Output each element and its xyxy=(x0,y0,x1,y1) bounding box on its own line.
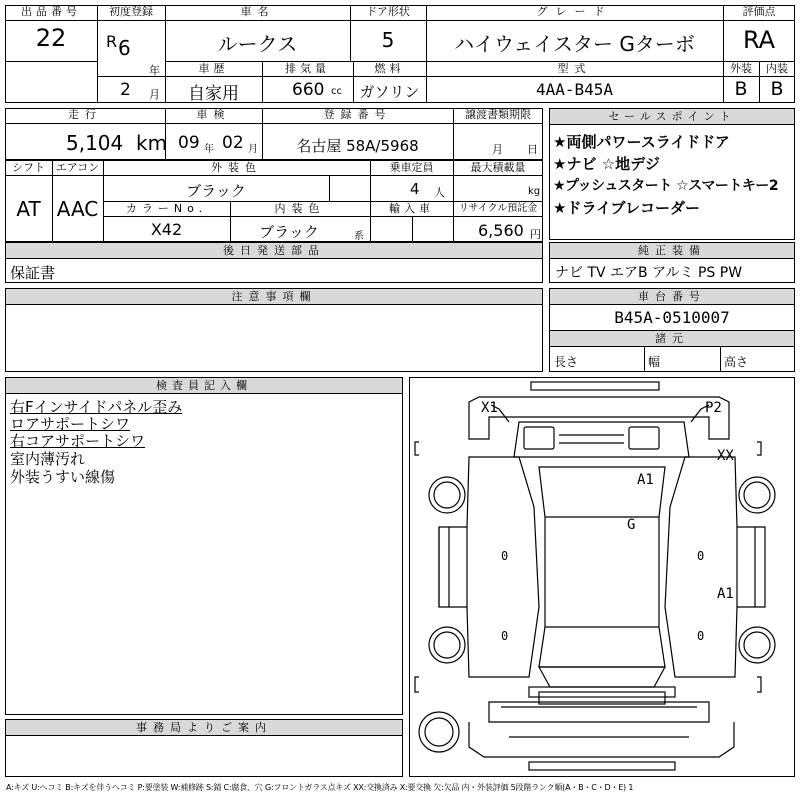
inspector-line-3: 右コアサポートシワ xyxy=(10,432,146,450)
svg-text:0: 0 xyxy=(501,629,509,643)
import-label: 輸入車 xyxy=(389,202,434,215)
later-parts-label: 後日発送部品 xyxy=(6,243,542,259)
transfer-month-unit: 月 xyxy=(492,143,503,156)
sales-point-1: ★両側パワースライドドア xyxy=(553,133,730,151)
inspection-year: 09 xyxy=(178,133,200,153)
svg-text:0: 0 xyxy=(697,629,705,643)
mark-a1-right: A1 xyxy=(717,586,734,602)
sales-point-4: ★ドライブレコーダー xyxy=(553,199,700,217)
displacement-label: 排気量 xyxy=(285,62,330,75)
reg-year: 6 xyxy=(118,36,131,60)
reg-year-unit: 年 xyxy=(149,64,160,77)
int-color-unit: 系 xyxy=(354,231,364,242)
fuel-label: 燃料 xyxy=(374,62,405,75)
legend: A:キズ U:ヘコミ B:キズを伴うヘコミ P:要塗装 W:補修跡 S:錆 C:腐食、穴 G:フロントガラス点キズ XX:交換済み X:要交換 欠:欠品 内・外装評価 5段階ランク順(A・B・C・D・E) 1 xyxy=(6,783,634,792)
inspection-year-unit: 年 xyxy=(204,144,214,155)
mileage-label: 走行 xyxy=(68,108,102,121)
capacity-unit: 人 xyxy=(434,186,445,199)
reg-month: 2 xyxy=(120,80,131,100)
inspection-label: 車検 xyxy=(196,108,231,121)
inspector-line-4: 室内薄汚れ xyxy=(10,450,86,468)
transfer-label: 譲渡書類期限 xyxy=(465,108,531,121)
notes-label: 注意事項欄 xyxy=(6,289,542,305)
color-no-label: カラーNo. xyxy=(125,202,208,215)
lot-number: 22 xyxy=(35,24,67,52)
svg-text:0: 0 xyxy=(697,549,705,563)
standard-equipment-value: ナビ TV エアB アルミ PS PW xyxy=(555,265,743,281)
sales-point-3: ★プッシュスタート ☆スマートキー2 xyxy=(553,178,779,194)
door-value: 5 xyxy=(381,28,395,52)
grade-value: ハイウェイスター Gターボ xyxy=(454,32,695,56)
sales-point-2: ★ナビ ☆地デジ xyxy=(553,155,660,173)
history-label: 車歴 xyxy=(198,62,229,75)
era: R xyxy=(106,32,118,51)
plate-value: 名古屋 58A/5968 xyxy=(296,137,419,155)
inspection-month: 02 xyxy=(222,133,244,153)
inspector-line-5: 外装うすい線傷 xyxy=(10,468,116,486)
inspection-month-unit: 月 xyxy=(248,144,258,155)
sales-points-box xyxy=(549,108,795,240)
shift-value: AT xyxy=(16,197,41,221)
int-color-label: 内装色 xyxy=(274,202,326,215)
mark-x1: X1 xyxy=(481,400,498,416)
transfer-day-unit: 日 xyxy=(527,143,538,156)
capacity-label: 乗車定員 xyxy=(389,161,434,174)
exterior-value: B xyxy=(734,78,748,100)
mark-g: G xyxy=(627,517,636,533)
chassis-value: B45A-0510007 xyxy=(614,308,730,327)
dimensions-label: 諸元 xyxy=(550,331,794,347)
car-name: ルークス xyxy=(217,32,298,56)
mark-p2: P2 xyxy=(705,400,722,416)
inspector-line-1: 右Fインサイドパネル歪み xyxy=(10,398,183,416)
load-label: 最大積載量 xyxy=(470,161,526,174)
model-label: 型式 xyxy=(557,62,592,75)
inspector-label: 検査員記入欄 xyxy=(6,378,402,394)
svg-text:0: 0 xyxy=(501,549,509,563)
recycle-label: リサイクル預託金 xyxy=(458,203,538,214)
width-label: 幅 xyxy=(648,355,661,369)
capacity-value: 4 xyxy=(410,180,420,198)
history-value: 自家用 xyxy=(188,84,239,104)
inspector-line-2: ロアサポートシワ xyxy=(10,415,131,433)
car-diagram xyxy=(409,377,795,777)
model-value: 4AA-B45A xyxy=(535,80,614,99)
reg-month-unit: 月 xyxy=(149,88,160,101)
color-value: ブラック xyxy=(186,182,246,200)
office-label: 事務局よりご案内 xyxy=(6,720,402,736)
interior-label: 内装 xyxy=(766,62,788,75)
mileage-value: 5,104 xyxy=(66,131,124,155)
shift-label: シフト xyxy=(12,161,45,174)
mark-xx: XX xyxy=(717,448,734,464)
aircon-label: エアコン xyxy=(55,161,100,174)
length-label: 長さ xyxy=(554,355,579,369)
color-label: 外装色 xyxy=(211,161,262,174)
score-label: 評価点 xyxy=(742,5,776,18)
exterior-label: 外装 xyxy=(730,62,752,75)
load-unit: kg xyxy=(528,186,541,197)
first-reg-label: 初度登録 xyxy=(109,5,153,18)
score-value: RA xyxy=(742,26,776,54)
displacement-value: 660 xyxy=(292,80,325,100)
plate-label: 登録番号 xyxy=(323,108,392,121)
mileage-unit: km xyxy=(136,131,168,155)
recycle-unit: 円 xyxy=(530,228,541,241)
displacement-unit: cc xyxy=(331,86,342,97)
recycle-value: 6,560 xyxy=(478,221,524,240)
later-parts-value: 保証書 xyxy=(10,264,56,282)
color-no-value: X42 xyxy=(150,220,183,239)
interior-value: B xyxy=(770,78,784,100)
sales-points-label: セールスポイント xyxy=(550,109,794,125)
fuel-value: ガソリン xyxy=(359,83,420,101)
grade-label: グレード xyxy=(536,5,613,18)
chassis-label: 車台番号 xyxy=(550,289,794,305)
standard-equipment-label: 純正装備 xyxy=(550,243,794,259)
lot-label: 出品番号 xyxy=(21,5,81,18)
mark-a1-top: A1 xyxy=(637,472,654,488)
car-name-label: 車名 xyxy=(240,5,275,18)
height-label: 高さ xyxy=(724,355,749,369)
door-label: ドア形状 xyxy=(366,5,410,18)
aircon-value: AAC xyxy=(56,197,99,221)
int-color-value: ブラック xyxy=(259,223,319,241)
